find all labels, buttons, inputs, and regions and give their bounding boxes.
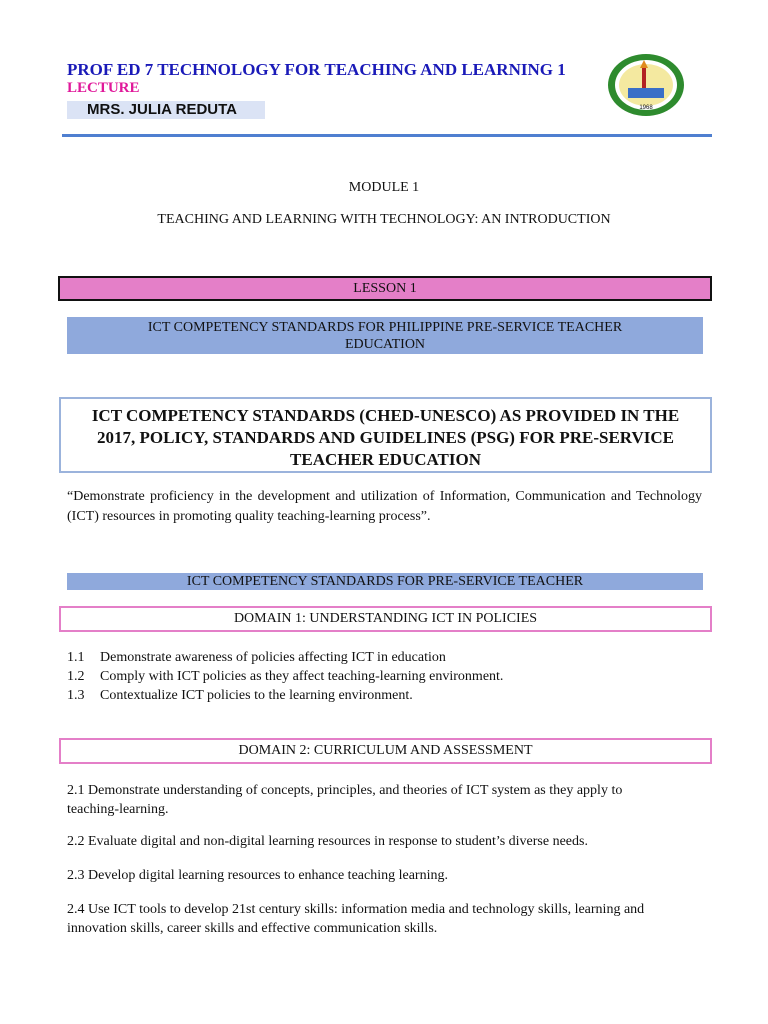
- item-number: 1.2: [67, 669, 85, 684]
- item-number: 2.3: [67, 868, 85, 883]
- item-number: 1.1: [67, 650, 85, 665]
- item-number: 1.3: [67, 688, 85, 703]
- item-text: Use ICT tools to develop 21st century skills: information media and technology skills, learning and innovation skills, career skills and effective communication skills.: [67, 902, 645, 936]
- item-text: Develop digital learning resources to enhance teaching learning.: [88, 868, 448, 883]
- module-title: TEACHING AND LEARNING WITH TECHNOLOGY: AN INTRODUCTION: [157, 212, 611, 227]
- domain1-list: [67, 648, 503, 705]
- list-item: [67, 832, 677, 851]
- list-item: [67, 781, 677, 819]
- item-number: 2.2: [67, 834, 85, 849]
- lesson-label: LESSON 1: [58, 276, 712, 301]
- standards-heading: ICT COMPETENCY STANDARDS FOR PRE-SERVICE TEACHER: [67, 573, 703, 590]
- domain1-title: DOMAIN 1: UNDERSTANDING ICT IN POLICIES: [59, 606, 712, 632]
- item-number: 2.1: [67, 783, 85, 798]
- policy-heading-line1: ICT COMPETENCY STANDARDS (CHED-UNESCO) AS PROVIDED IN THE: [91, 406, 680, 425]
- lecture-label: LECTURE: [67, 80, 140, 96]
- module-number: MODULE 1: [348, 180, 420, 195]
- list-item: [67, 648, 503, 667]
- course-title: PROF ED 7 TECHNOLOGY FOR TEACHING AND LEARNING 1: [67, 60, 566, 79]
- item-number: 2.4: [67, 902, 85, 917]
- item-text: Contextualize ICT policies to the learning environment.: [100, 688, 413, 703]
- item-text: Evaluate digital and non-digital learning resources in response to student’s diverse needs.: [88, 834, 588, 849]
- list-item: [67, 866, 677, 885]
- logo-year: 1968: [639, 105, 653, 111]
- policy-heading-line2: 2017, POLICY, STANDARDS AND GUIDELINES (PSG) FOR PRE-SERVICE: [96, 428, 674, 447]
- item-text: Demonstrate awareness of policies affecting ICT in education: [100, 650, 446, 665]
- domain2-title: DOMAIN 2: CURRICULUM AND ASSESSMENT: [59, 738, 712, 764]
- policy-heading-box: [59, 397, 712, 473]
- lesson-title: [67, 317, 703, 354]
- list-item: [67, 667, 503, 686]
- lesson-title-line2: EDUCATION: [344, 337, 426, 352]
- college-seal-logo: [606, 52, 686, 118]
- policy-heading-line3: TEACHER EDUCATION: [290, 450, 481, 469]
- lesson-title-line1: ICT COMPETENCY STANDARDS FOR PHILIPPINE PRE-SERVICE TEACHER: [147, 320, 623, 335]
- list-item: [67, 900, 677, 938]
- item-text: Demonstrate understanding of concepts, principles, and theories of ICT system as they apply to teaching-learning.: [67, 783, 623, 817]
- teacher-name: MRS. JULIA REDUTA: [67, 101, 265, 119]
- header-divider: [62, 134, 712, 137]
- item-text: Comply with ICT policies as they affect teaching-learning environment.: [100, 669, 504, 684]
- policy-quote: “Demonstrate proficiency in the development and utilization of Information, Communication and Technology (ICT) resources in promoting quality teaching-learning process”.: [67, 489, 702, 524]
- list-item: [67, 686, 503, 705]
